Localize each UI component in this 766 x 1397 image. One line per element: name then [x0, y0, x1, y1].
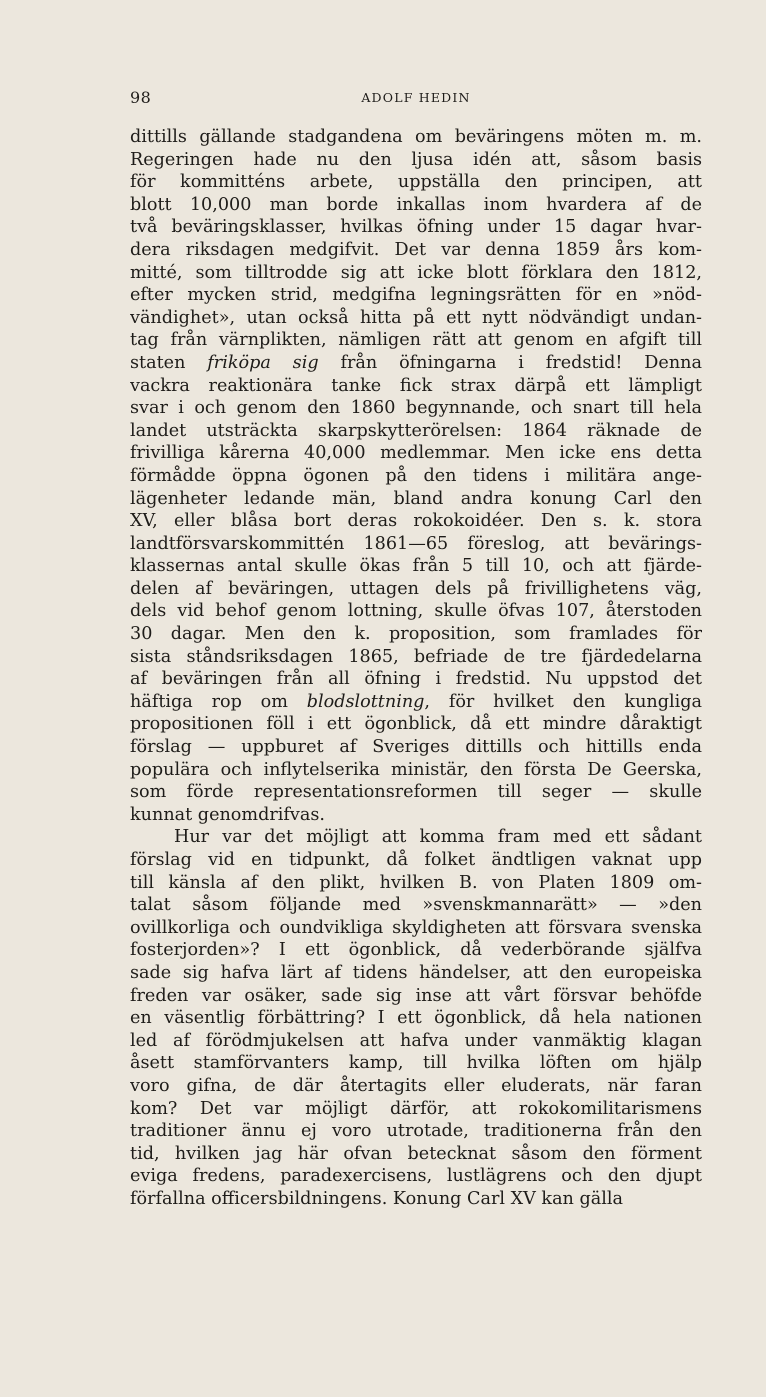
body-text [130, 126, 702, 1211]
text-segment: häftiga rop om [130, 691, 307, 712]
text-line: freden var osäker, sade sig inse att vårt försvar behöfde [130, 985, 702, 1006]
text-line: svar i och genom den 1860 begynnande, och snart till hela [130, 398, 702, 419]
text-line: delen af beväringen, uttagen dels på frivillighetens väg, [130, 578, 702, 599]
text-segment: , för hvilket den kungliga [424, 691, 702, 712]
text-line: två beväringsklasser, hvilkas öfning under 15 dagar hvar- [130, 217, 702, 238]
text-line: en väsentlig förbättring? I ett ögonblick, då hela nationen [130, 1008, 702, 1029]
text-line: af beväringen från all öfning i fredstid. Nu uppstod det [130, 669, 702, 690]
text-line: kunnat genomdrifvas. [130, 804, 325, 825]
text-line: ovillkorliga och oundvikliga skyldigheten att försvara svenska [130, 917, 702, 938]
text-line: landet utsträckta skarpskytterörelsen: 1864 räknade de [130, 420, 702, 441]
text-line: voro gifna, de där återtagits eller eluderats, när faran [130, 1075, 702, 1096]
text-line: förfallna officersbildningens. Konung Carl XV kan gälla [130, 1188, 623, 1209]
text-line: talat såsom följande med »svenskmannarätt» — »den [130, 895, 702, 916]
text-segment: staten [130, 352, 208, 373]
text-line: landtförsvarskommittén 1861—65 föreslog, att bevärings- [130, 533, 702, 554]
running-head [130, 88, 702, 108]
emphasized-text: blodslottning [306, 691, 425, 712]
text-line: 30 dagar. Men den k. proposition, som framlades för [130, 624, 702, 645]
page-number: 98 [130, 88, 152, 107]
text-line: Hur var det möjligt att komma fram med ett sådant [174, 827, 702, 848]
text-line: förmådde öppna ögonen på den tidens i militära ange- [130, 465, 702, 486]
text-line: åsett stamförvanters kamp, till hvilka löften om hjälp [130, 1053, 702, 1074]
text-line: XV, eller blåsa bort deras rokokoidéer. Den s. k. stora [130, 511, 702, 532]
text-line: till känsla af den plikt, hvilken B. von Platen 1809 om- [130, 872, 702, 893]
text-line: propositionen föll i ett ögonblick, då ett mindre dåraktigt [130, 714, 702, 735]
text-line: efter mycken strid, medgifna legningsrätten för en »nöd- [130, 285, 702, 306]
text-line [130, 691, 702, 714]
text-line: traditioner ännu ej voro utrotade, traditionerna från den [130, 1121, 702, 1142]
text-line: populära och inflytelserika ministär, den första De Geerska, [130, 759, 702, 780]
text-line: fosterjorden»? I ett ögonblick, då vederbörande själfva [130, 940, 702, 961]
text-line: sade sig hafva lärt af tidens händelser, att den europeiska [130, 962, 702, 983]
text-line: Regeringen hade nu den ljusa idén att, såsom basis [130, 149, 702, 170]
text-line: dera riksdagen medgifvit. Det var denna 1859 års kom- [130, 239, 702, 260]
text-line: frivilliga kårerna 40,000 medlemmar. Men icke ens detta [130, 443, 702, 464]
text-line [130, 352, 702, 375]
text-line: eviga fredens, paradexercisens, lustlägrens och den djupt [130, 1166, 702, 1187]
text-segment: från öfningarna i fredstid! Denna [318, 352, 702, 373]
text-line: tid, hvilken jag här ofvan betecknat såsom den förment [130, 1143, 702, 1164]
text-line: lägenheter ledande män, bland andra konung Carl den [130, 488, 702, 509]
text-line: förslag vid en tidpunkt, då folket ändtligen vaknat upp [130, 850, 702, 870]
text-line: vändighet», utan också hitta på ett nytt nödvändigt undan- [130, 307, 702, 328]
running-title: ADOLF HEDIN [361, 90, 471, 105]
text-line: för kommitténs arbete, uppställa den principen, att [130, 172, 702, 193]
text-line: klassernas antal skulle ökas från 5 till 10, och att fjärde- [130, 556, 702, 577]
text-line: sista ståndsriksdagen 1865, befriade de tre fjärdedelarna [130, 646, 702, 667]
text-line: mitté, som tilltrodde sig att icke blott förklara den 1812, [130, 262, 702, 283]
text-line: vackra reaktionära tanke fick strax därpå ett lämpligt [130, 375, 702, 396]
text-line: dels vid behof genom lottning, skulle öfvas 107, återstoden [130, 601, 702, 622]
text-line: led af förödmjukelsen att hafva under vanmäktig klagan [130, 1030, 702, 1051]
text-line: kom? Det var möjligt därför, att rokokomilitarismens [130, 1098, 702, 1119]
text-line: dittills gällande stadgandena om beväringens möten m. m. [130, 127, 702, 147]
text-line: som förde representationsreformen till seger — skulle [130, 782, 702, 803]
text-line: tag från värnplikten, nämligen rätt att genom en afgift till [130, 330, 702, 351]
emphasized-text: friköpa sig [207, 352, 319, 373]
text-line: blott 10,000 man borde inkallas inom hvardera af de [130, 194, 702, 215]
text-line: förslag — uppburet af Sveriges dittills och hittills enda [130, 737, 702, 758]
